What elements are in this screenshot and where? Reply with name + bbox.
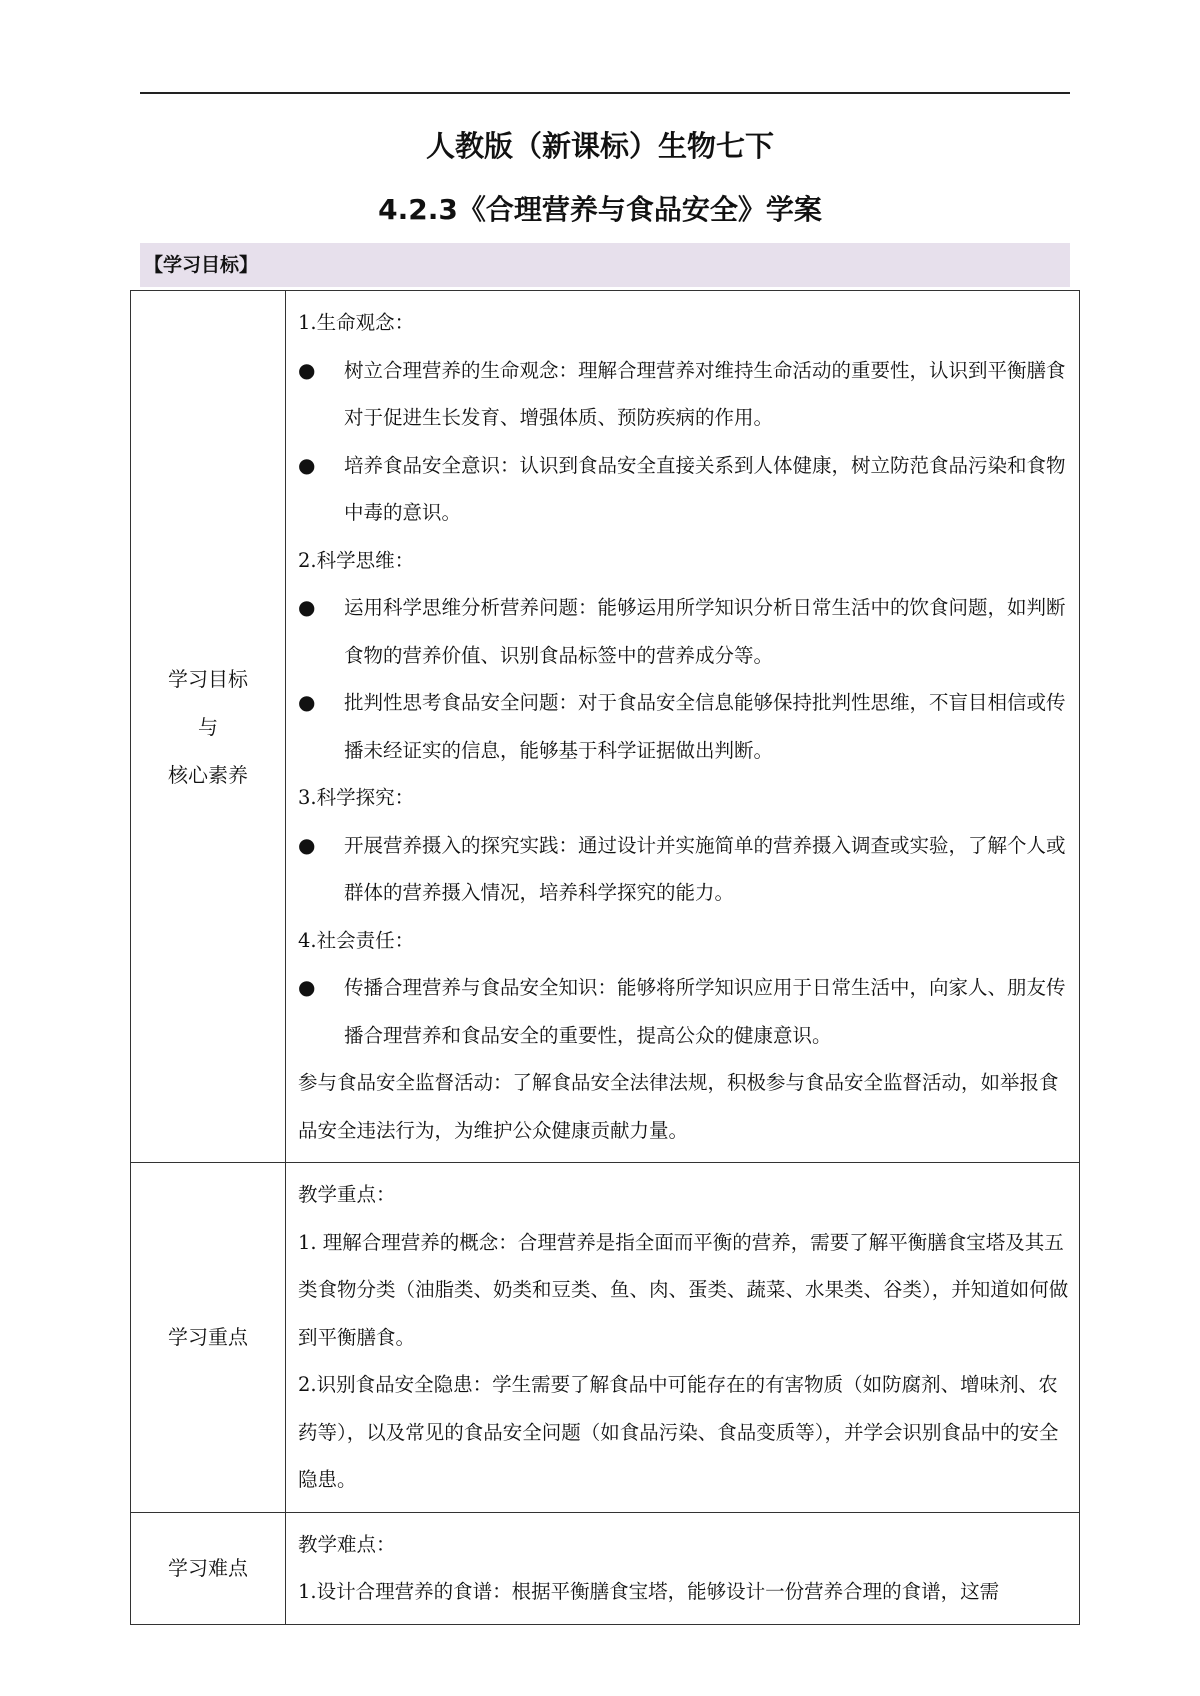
goal-paragraph: 参与食品安全监督活动：了解食品安全法律法规，积极参与食品安全监督活动，如举报食品安全违法行为，为维护公众健康贡献力量。 (298, 1071, 1059, 1142)
bullet-icon: ● (298, 975, 316, 999)
table-row-key-points (131, 1163, 1080, 1513)
list-item: ● 培养食品安全意识：认识到食品安全直接关系到人体健康，树立防范食品污染和食物中毒的意识。 (298, 442, 1069, 537)
key-points-heading: 教学重点： (298, 1183, 396, 1206)
row-content-difficulties (286, 1512, 1080, 1624)
difficulty-paragraph: 1.设计合理营养的食谱：根据平衡膳食宝塔，能够设计一份营养合理的食谱，这需 (298, 1580, 1000, 1603)
row-content-goals (286, 291, 1080, 1163)
list-item: ● 传播合理营养与食品安全知识：能够将所学知识应用于日常生活中，向家人、朋友传播合理营养和食品安全的重要性，提高公众的健康意识。 (298, 964, 1069, 1059)
bullet-icon: ● (298, 357, 316, 382)
section-header-learning-goals: 【学习目标】 (140, 243, 1070, 287)
document-title: 人教版（新课标）生物七下 (425, 129, 774, 163)
list-item: ● 运用科学思维分析营养问题：能够运用所学知识分析日常生活中的饮食问题，如判断食物的营养价值、识别食品标签中的营养成分等。 (298, 584, 1069, 679)
key-point-paragraph: 2.识别食品安全隐患：学生需要了解食品中可能存在的有害物质（如防腐剂、增味剂、农药等），以及常见的食品安全问题（如食品污染、食品变质等），并学会识别食品中的安全隐患。 (298, 1373, 1059, 1491)
table-row-difficulties (131, 1512, 1080, 1624)
row-label-goals (131, 291, 286, 1163)
label-line: 学习目标 (168, 666, 248, 691)
label-line: 核心素养 (168, 762, 248, 787)
table-row-goals (131, 291, 1080, 1163)
label-line: 与 (198, 714, 218, 739)
bullet-icon: ● (298, 452, 316, 477)
goal-heading-responsibility: 4.社会责任： (298, 928, 415, 952)
list-item: ● 树立合理营养的生命观念：理解合理营养对维持生命活动的重要性，认识到平衡膳食对于促进生长发育、增强体质、预防疾病的作用。 (298, 347, 1069, 442)
list-item: ● 批判性思考食品安全问题：对于食品安全信息能够保持批判性思维，不盲目相信或传播未经证实的信息，能够基于科学证据做出判断。 (298, 679, 1069, 774)
key-point-paragraph: 1. 理解合理营养的概念：合理营养是指全面而平衡的营养，需要了解平衡膳食宝塔及其五类食物分类（油脂类、奶类和豆类、鱼、肉、蛋类、蔬菜、水果类、谷类），并知道如何做到平衡膳食。 (298, 1230, 1069, 1349)
bullet-icon: ● (298, 690, 316, 714)
row-content-key-points (286, 1163, 1080, 1513)
header-rule (140, 92, 1070, 94)
row-label-difficulties: 学习难点 (131, 1512, 286, 1624)
goal-heading-life: 1.生命观念： (298, 311, 415, 334)
bullet-icon: ● (298, 832, 316, 857)
document-subtitle: 4.2.3《合理营养与食品安全》学案 (378, 193, 822, 226)
row-label-key-points: 学习重点 (131, 1163, 286, 1513)
goal-heading-thinking: 2.科学思维： (298, 548, 415, 572)
list-item: ● 开展营养摄入的探究实践：通过设计并实施简单的营养摄入调查或实验，了解个人或群体的营养摄入情况，培养科学探究的能力。 (298, 822, 1069, 917)
learning-plan-table (130, 290, 1080, 1625)
difficulties-heading: 教学难点： (298, 1532, 396, 1556)
bullet-icon: ● (298, 595, 316, 619)
goal-heading-inquiry: 3.科学探究： (298, 786, 415, 809)
